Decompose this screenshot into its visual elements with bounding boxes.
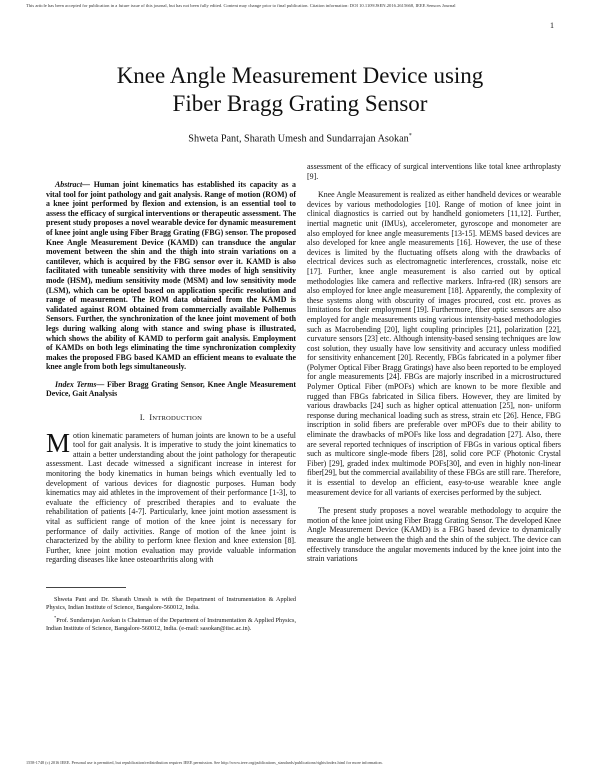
footnote-affiliation-1: [46, 593, 296, 611]
right-column: [307, 162, 561, 564]
abstract-text: Human joint kinematics has established its capacity as a vital tool for joint pathology and gait analysis. Range of motion (ROM) of a knee joint performed by flexion and extension, is an essential tool to assess the efficacy of surgical interventions or therapeutic assessment. The present study proposes a novel wearable device for dynamic measurement of knee joint angle using Fiber Bragg Grating (FBG) sensor. The proposed Knee Angle Measurement Device (KAMD) can transduce the angular movement between the shin and the thigh into strain variations on a cantilever, which is acquired by the FBG sensor over it. KAMD is also facilitated with tuneable sensitivity with three modes of high sensitivity mode (HSM), medium sensitivity mode (MSM) and low sensitivity mode (LSM), which can be opted based on application specific resolution and range of measurement. The ROM data obtained from the KAMD is validated against ROM obtained from commercially available Polhemus Sensors. Further, the synchronization of the knee joint movement of both legs during walking along with stance and swing phase is illustrated, which shows the ability of KAMD to perform gait analysis. Employment of KAMDs on both legs eliminating the time synchronization complexity makes the proposed FBG based KAMD an efficient means to evaluate the knee angle from both legs simultaneously.: [46, 180, 296, 372]
left-column: [46, 162, 296, 635]
abstract: [46, 180, 296, 372]
section-numeral: I.: [139, 413, 145, 423]
section-title-initial: I: [149, 413, 153, 423]
footnote-text: Prof. Sundarrajan Asokan is Chairman of the Department of Instrumentation & Applied Physics, Indian Institute of Science, Bangalore-560012, India. (e-mail: sasokan@iisc.ac.in).: [46, 617, 296, 632]
index-terms: [46, 380, 296, 399]
abstract-lead: Abstract—: [55, 180, 91, 189]
paper-title-line-1: Knee Angle Measurement Device using: [116, 63, 484, 88]
index-terms-lead: Index Terms—: [55, 379, 105, 389]
footnote-text: Shweta Pant and Dr. Sharath Umesh is with the Department of Instrumentation & Applied Physics, Indian Institute of Science, Bangalore-560012, India.: [46, 596, 296, 611]
author-list: [40, 133, 560, 144]
copyright-notice: 1558-1748 (c) 2016 IEEE. Personal use is permitted, but republication/redistribution requires IEEE permission. See http://www.ieee.org/publications_standards/publications/rights/index.html for more information.: [26, 760, 383, 765]
footnote-affiliation-2: [46, 614, 296, 632]
footnote-divider: [46, 587, 126, 588]
continuation-paragraph: assessment of the efficacy of surgical interventions like total knee arthroplasty [9].: [307, 162, 561, 181]
footnote-mark: *: [54, 615, 57, 621]
section-heading-introduction: [46, 413, 296, 424]
introduction-text: otion kinematic parameters of human joints are known to be a useful tool for gait analysis. It is imperative to study the joint kinematics to attain a better understanding about the joint pathology for therapeutic assessment. Last decade witnessed a significant increase in interest for monitoring the body kinematics in human beings which eventually led to development of various devices for diagnostic purposes. Human body kinematics may aid athletes in the improvement of their performance [1-3], to evaluate the efficiency of prescribed therapies and to evaluate the rehabilitation of patients [4-7]. Particularly, knee joint motion assessment is vital as sufficient range of motion of the knee joint is necessary for performance of daily activities. Range of motion of the knee joint is characterized by the ability to perform knee flexion and knee extension [8]. Further, knee joint motion evaluation may provide valuable information regarding diseases like knee osteoarthritis along with: [46, 430, 296, 565]
body-paragraph-3: The present study proposes a novel wearable methodology to acquire the motion of the knee joint using Fiber Bragg Grating Sensor. The developed Knee Angle Measurement Device (KAMD) is a FBG based device to dynamically measure the angle between the thigh and the shin of the subject. The device can effectively transduce the angular movements induced by the knee joint into the strain variations: [307, 506, 561, 564]
paper-title: [40, 62, 560, 118]
paper-title-line-2: Fiber Bragg Grating Sensor: [172, 91, 428, 116]
drop-cap: M: [46, 427, 71, 458]
publication-notice: This article has been accepted for publication in a future issue of this journal, but has not been fully edited. Content may change prior to final publication. Citation information: DOI 10.1109/JSEN.2016.2615668, IEEE Sensors Journal: [26, 3, 456, 8]
author-names: Shweta Pant, Sharath Umesh and Sundarrajan Asokan: [188, 133, 409, 145]
index-terms-text: Fiber Bragg Grating Sensor, Knee Angle Measurement Device, Gait Analysis: [46, 379, 296, 399]
body-paragraph-2: Knee Angle Measurement is realized as either handheld devices or wearable devices by various methodologies [10]. Range of motion of knee joint in clinical diagnostics is carried out by handheld goniometers [11,12]. Further, inertial magnetic unit (IMUs), accelerometer, gyroscope and monometer are also employed for knee angle measurements [13-15]. MEMS based devices are also developed for knee angle measurements [16]. However, the use of these devices is limited by the fluctuating offsets along with the drawbacks of electrical devices such as electromagnetic interferences, crosstalk, noise etc [17]. Further, knee angle measurement is also carried out by optical methodologies like camera and reflective markers. Infra-red (IR) sensors are also employed for knee angle measurement [18]. Apparently, the complexity of these systems along with obscurity of images procured, cost etc. proves as limitations for their employment [19]. Furthermore, fiber optic sensors are also employed for angle measurements using various intensity-based methodologies such as Macrobending [20], light coupling principles [21], polarization [22], curvature sensors [23] etc. Although intensity-based sensing techniques are low cost solution, they usually have low sensitivity and accuracy unless modified for sensitivity enhancement [20]. Recently, FBGs fabricated in a polymer fiber (Polymer Optical Fiber Bragg Gratings) have also been reported to be employed for angle measurements [24]. FBGs are majorly inscribed in a microstructured Polymer Optical Fiber (mPOFs) which are known to be more flexible and rugged than FBGs fabricated in Silica fibers. However, they are limited by various drawbacks [24] such as higher optical attenuation [25], non- uniform response during mechanical loading such as stress, strain etc [26]. Hence, FBG inscription in solid fibers are preferable over mPOFs due to their ability to eliminate the drawbacks of mPOFs like loss and degradation [27]. Also, there are several reported techniques of inscription of FBGs in various optical fibers such as multicore single-mode fibers [28], solid core PCF (Photonic Crystal Fiber) [29], graded index multimode POFs[30], and even in highly non-linear fiber[29], but the commercial availability of these FBGs are still rare. Therefore, it is essential to develop an efficient, easy-to-use wearable knee angle measurement device for all variants of exercises performed by the subject.: [307, 190, 562, 497]
section-title-rest: NTRODUCTION: [152, 415, 203, 423]
page-number: 1: [550, 21, 554, 30]
introduction-paragraph: [46, 427, 296, 565]
author-affiliation-mark: *: [408, 133, 412, 139]
